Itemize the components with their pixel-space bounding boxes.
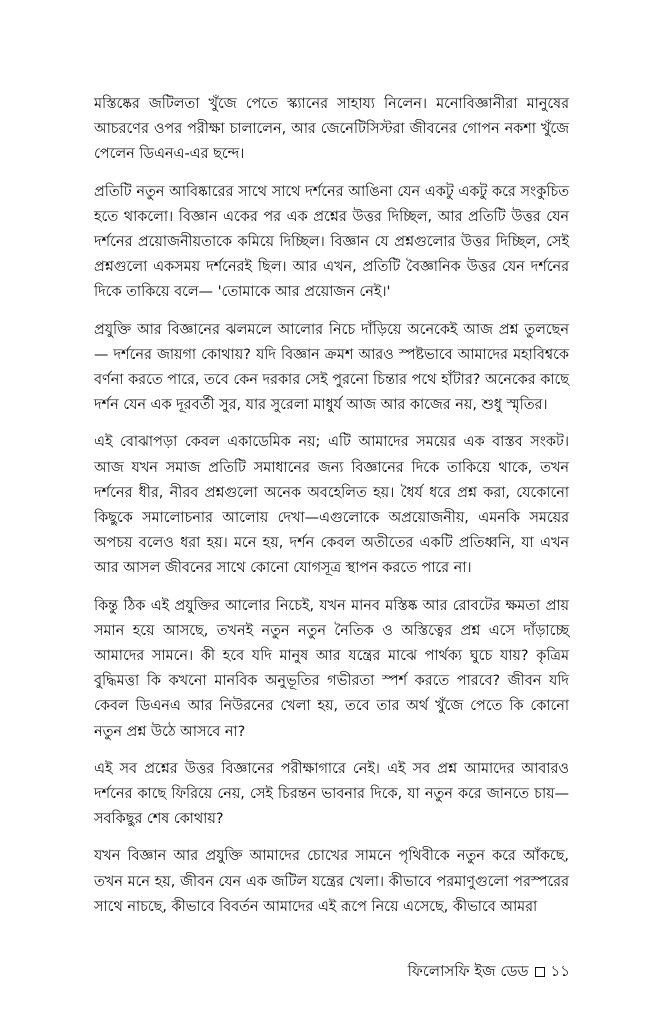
paragraph-3: প্রযুক্তি আর বিজ্ঞানের ঝলমলে আলোর নিচে দাঁড়িয়ে অনেকেই আজ প্রশ্ন তুলছেন— দর্শনের জায়গা কোথায়? যদি বিজ্ঞান ক্রমশ আরও স্পষ্টভাবে আমাদের মহাবিশ্বকে বর্ণনা করতে পারে, তবে কেন দরকার সেই পুরনো চিন্তার পথে হাঁটার? অনেকের কাছে দর্শন যেন এক দূরবর্তী সুর, যার সুরেলা মাধুর্য আজ আর কাজের নয়, শুধু স্মৃতির।: [94, 321, 569, 414]
running-title: ফিলোসফি ইজ ডেড: [407, 962, 529, 980]
paragraph-2: প্রতিটি নতুন আবিষ্কারের সাথে সাথে দর্শনের আঙিনা যেন একটু একটু করে সংকুচিত হতে থাকলো। বিজ্ঞান একের পর এক প্রশ্নের উত্তর দিচ্ছিল, আর প্রতিটি উত্তর যেন দর্শনের প্রয়োজনীয়তাকে কমিয়ে দিচ্ছিল। বিজ্ঞান যে প্রশ্নগুলোর উত্তর দিচ্ছিল, সেই প্রশ্নগুলো একসময় দর্শনেরই ছিল। আর এখন, প্রতিটি বৈজ্ঞানিক উত্তর যেন দর্শনের দিকে তাকিয়ে বলে— 'তোমাকে আর প্রয়োজন নেই।': [94, 183, 569, 301]
paragraph-1: মস্তিষ্কের জটিলতা খুঁজে পেতে স্ক্যানের সাহায্য নিলেন। মনোবিজ্ঞানীরা মানুষের আচরণের ওপর পরীক্ষা চালালেন, আর জেনেটিসিস্টরা জীবনের গোপন নকশা খুঁজে পেলেন ডিএনএ-এর ছন্দে।: [94, 96, 569, 163]
square-separator-icon: [535, 967, 545, 977]
paragraph-6: এই সব প্রশ্নের উত্তর বিজ্ঞানের পরীক্ষাগারে নেই। এই সব প্রশ্ন আমাদের আবারও দর্শনের কাছে ফিরিয়ে নেয়, সেই চিরন্তন ভাবনার দিকে, যা নতুন করে জানতে চায়—সবকিছুর শেষ কোথায়?: [94, 760, 569, 828]
paragraph-7: যখন বিজ্ঞান আর প্রযুক্তি আমাদের চোখের সামনে পৃথিবীকে নতুন করে আঁকছে, তখন মনে হয়, জীবন যেন এক জটিল যন্ত্রের খেলা। কীভাবে পরমাণুগুলো পরস্পরের সাথে নাচছে, কীভাবে বিবর্তন আমাদের এই রূপে নিয়ে এসেছে, কীভাবে আমরা: [94, 848, 569, 915]
page-number: ১১: [550, 962, 570, 980]
body-text: [94, 92, 569, 932]
paragraph-5: কিন্তু ঠিক এই প্রযুক্তির আলোর নিচেই, যখন মানব মস্তিষ্ক আর রোবটের ক্ষমতা প্রায় সমান হয়ে আসছে, তখনই নতুন নতুন নৈতিক ও অস্তিত্বের প্রশ্ন এসে দাঁড়াচ্ছে আমাদের সামনে। কী হবে যদি মানুষ আর যন্ত্রের মাঝে পার্থক্য ঘুচে যায়? কৃত্রিম বুদ্ধিমত্তা কি কখনো মানবিক অনুভূতির গভীরতা স্পর্শ করতে পারবে? জীবন যদি কেবল ডিএনএ আর নিউরনের খেলা হয়, তবে তার অর্থ খুঁজে পেতে কি কোনো নতুন প্রশ্ন উঠে আসবে না?: [94, 597, 569, 740]
page-footer: [330, 960, 570, 982]
paragraph-4: এই বোঝাপড়া কেবল একাডেমিক নয়; এটি আমাদের সময়ের এক বাস্তব সংকট। আজ যখন সমাজ প্রতিটি সমাধানের জন্য বিজ্ঞানের দিকে তাকিয়ে থাকে, তখন দর্শনের ধীর, নীরব প্রশ্নগুলো অনেক অবহেলিত হয়। ধৈর্য ধরে প্রশ্ন করা, যেকোনো কিছুকে সমালোচনার আলোয় দেখা—এগুলোকে অপ্রয়োজনীয়, এমনকি সময়ের অপচয় বলেও ধরা হয়। মনে হয়, দর্শন কেবল অতীতের একটি প্রতিধ্বনি, যা এখন আর আসল জীবনের সাথে কোনো যোগসূত্র স্থাপন করতে পারে না।: [94, 434, 569, 577]
